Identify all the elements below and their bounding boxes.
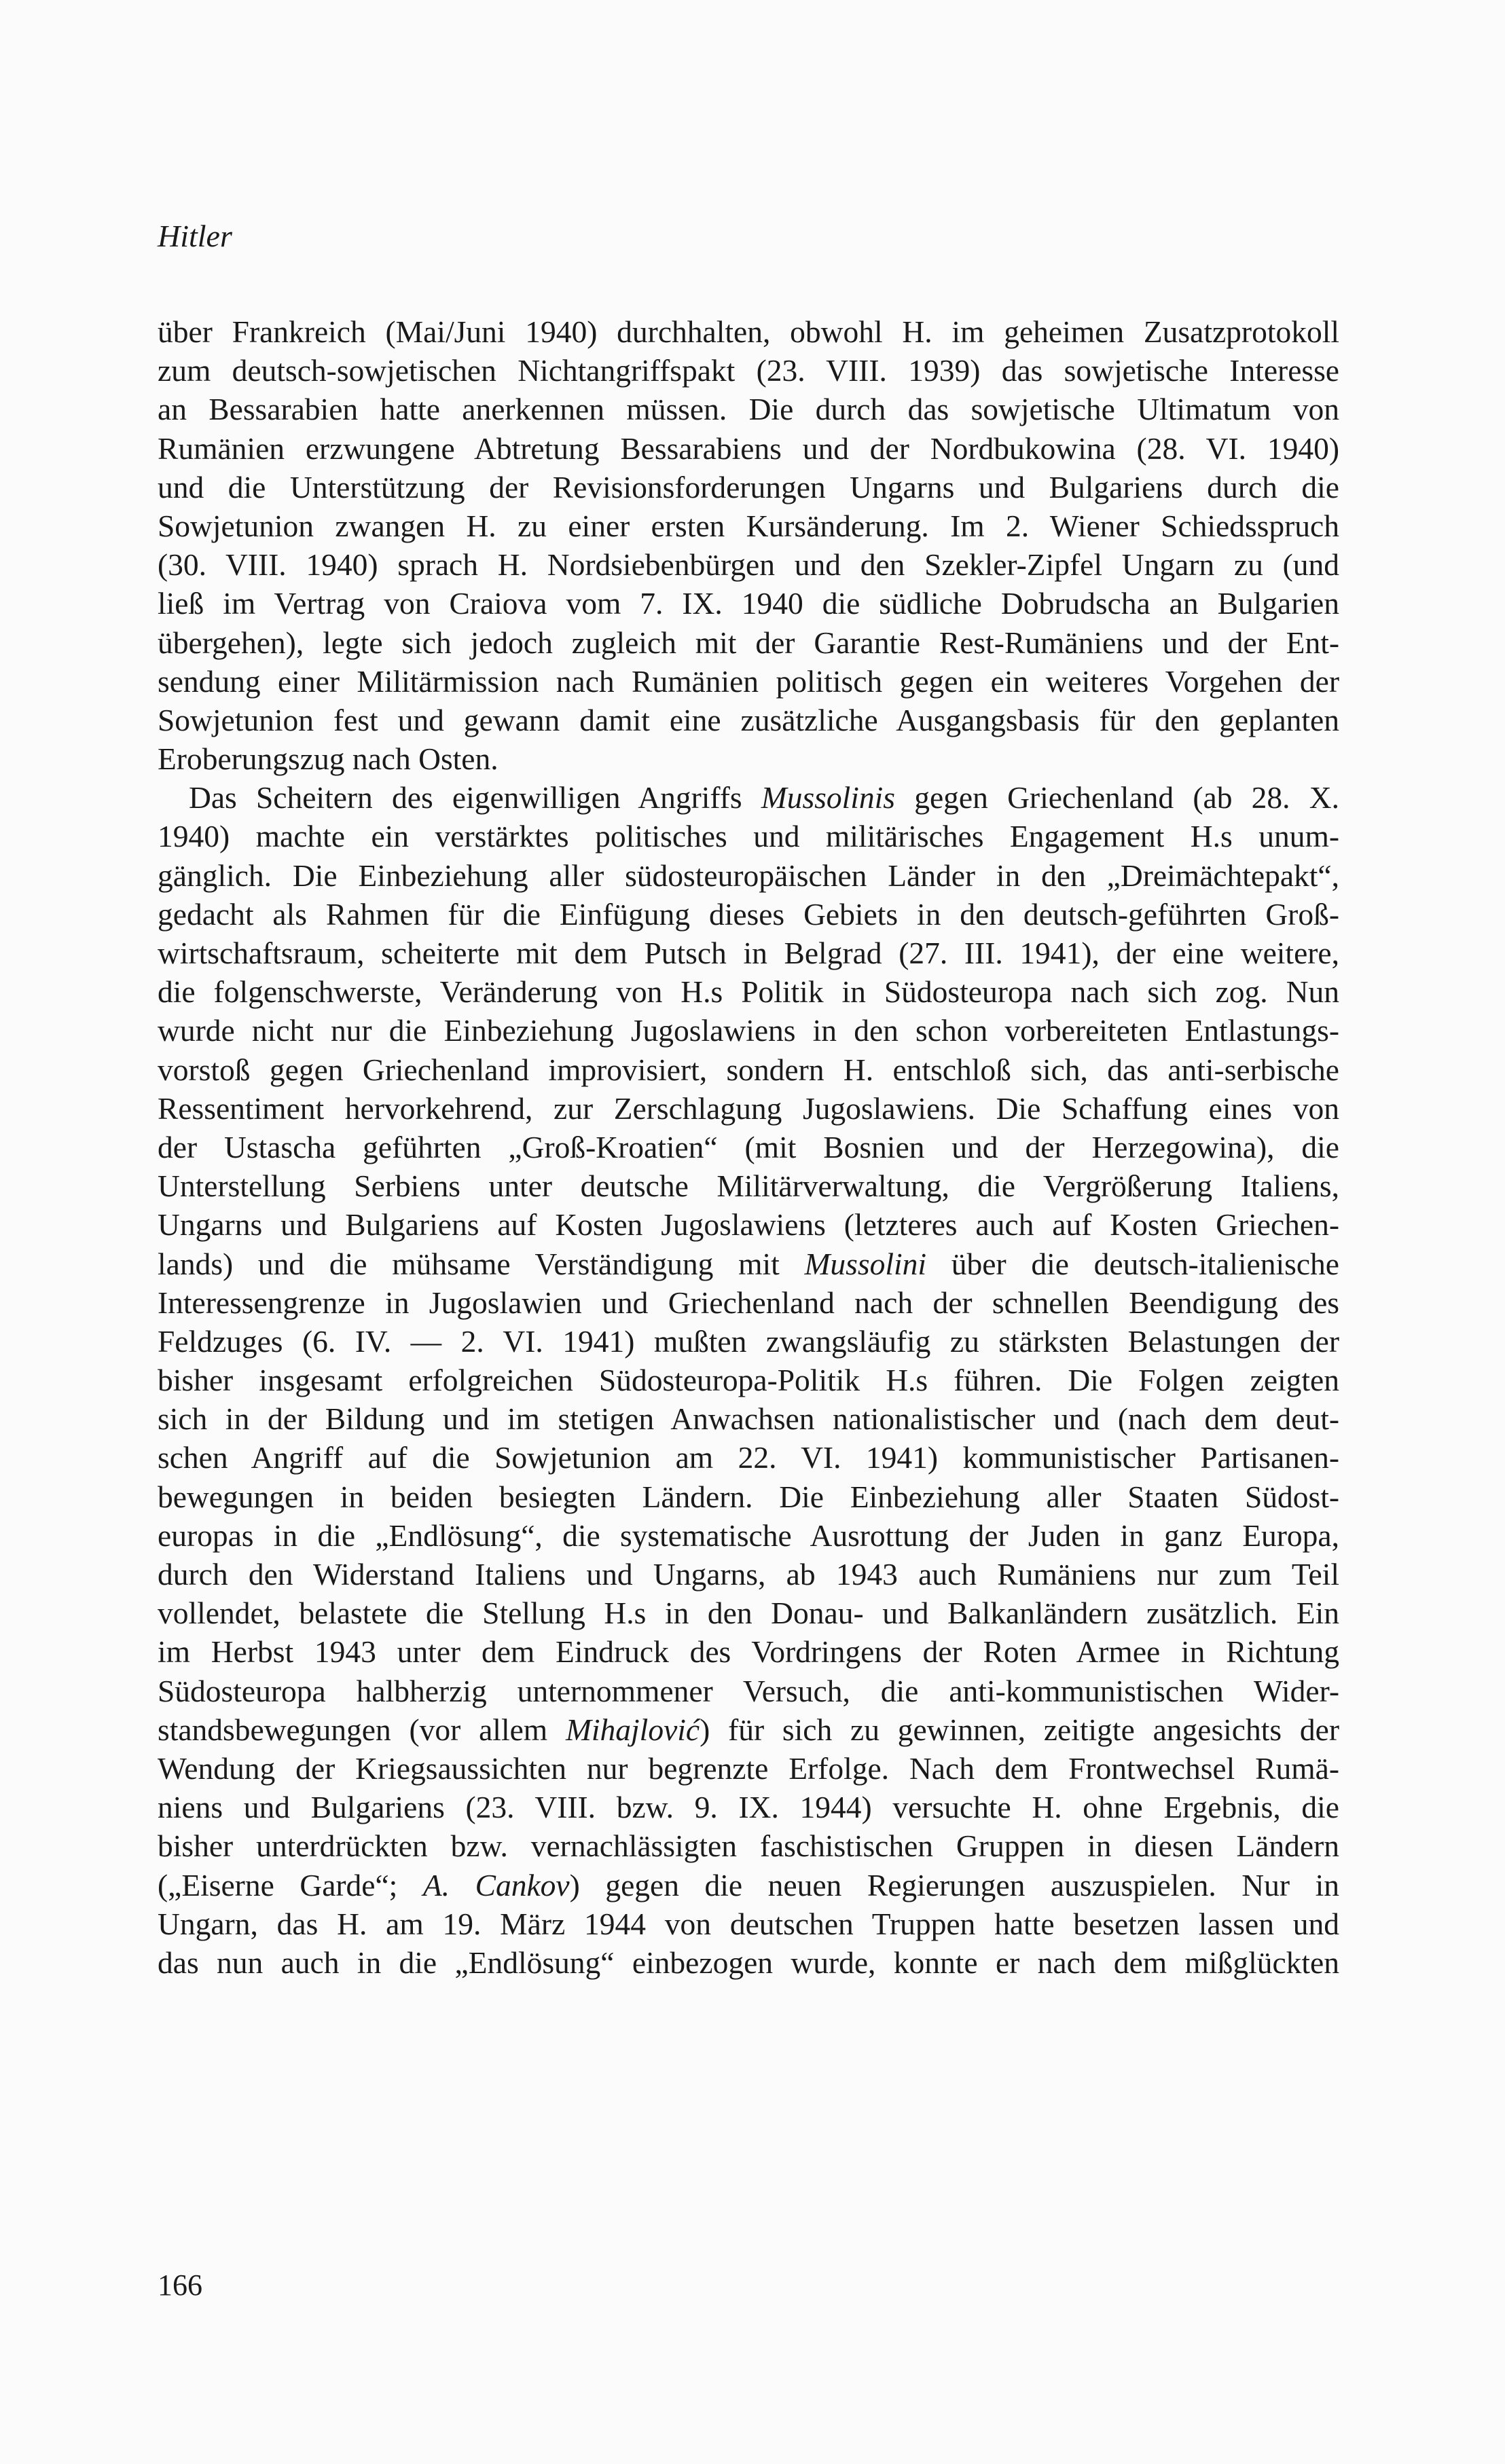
text-line: Rumänien erzwungene Abtretung Bessarabiens und der Nordbukowina (28. VI. 1940) [158, 430, 1339, 466]
text-line: schen Angriff auf die Sowjetunion am 22. VI. 1941) kommunistischer Partisanen- [158, 1440, 1339, 1475]
text-line: Ressentiment hervorkehrend, zur Zerschlagung Jugoslawiens. Die Schaffung eines von [158, 1090, 1339, 1126]
text-line: Eroberungszug nach Osten. [158, 741, 498, 777]
text-line: das nun auch in die „Endlösung“ einbezogen wurde, konnte er nach dem mißglückten [158, 1945, 1339, 1980]
text-line: gedacht als Rahmen für die Einfügung dieses Gebiets in den deutsch-geführten Groß- [158, 896, 1339, 932]
text-line: Südosteuropa halbherzig unternommener Versuch, die anti-kommunistischen Wider- [158, 1673, 1339, 1708]
text-line: sendung einer Militärmission nach Rumänien politisch gegen ein weiteres Vorgehen der [158, 663, 1339, 699]
text-segment: lands) und die mühsame Verständigung mit [158, 1246, 805, 1281]
text-segment: gegen Griechenland (ab 28. X. [895, 780, 1339, 815]
text-line: 1940) machte ein verstärktes politisches und militärisches Engagement H.s unum- [158, 819, 1339, 854]
text-line [158, 1245, 1339, 1283]
text-line: ließ im Vertrag von Craiova vom 7. IX. 1940 die südliche Dobrudscha an Bulgarien [158, 586, 1339, 621]
text-line [158, 1866, 1339, 1905]
text-segment: ) gegen die neuen Regierungen auszuspielen. Nur in [569, 1867, 1339, 1902]
text-line: der Ustascha geführten „Groß-Kroatien“ (mit Bosnien und der Herzegowina), die [158, 1129, 1339, 1164]
text-line: und die Unterstützung der Revisionsforderungen Ungarns und Bulgariens durch die [158, 469, 1339, 504]
text-line: die folgenschwerste, Veränderung von H.s Politik in Südosteuropa nach sich zog. Nun [158, 974, 1339, 1010]
body-text [158, 312, 1339, 1982]
text-line: im Herbst 1943 unter dem Eindruck des Vordringens der Roten Armee in Richtung [158, 1634, 1339, 1670]
text-line: gänglich. Die Einbeziehung aller südosteuropäischen Länder in den „Dreimächtepakt“, [158, 858, 1339, 893]
text-line: durch den Widerstand Italiens und Ungarns, ab 1943 auch Rumäniens nur zum Teil [158, 1557, 1339, 1592]
text-line: niens und Bulgariens (23. VIII. bzw. 9. IX. 1944) versuchte H. ohne Ergebnis, die [158, 1790, 1339, 1825]
text-line: bisher unterdrückten bzw. vernachlässigten faschistischen Gruppen in diesen Ländern [158, 1828, 1339, 1864]
text-line: europas in die „Endlösung“, die systematische Ausrottung der Juden in ganz Europa, [158, 1518, 1339, 1553]
italic-name: A. Cankov [422, 1867, 570, 1902]
text-line: Ungarns und Bulgariens auf Kosten Jugoslawiens (letzteres auch auf Kosten Griechen- [158, 1207, 1339, 1243]
text-line: übergehen), legte sich jedoch zugleich mit der Garantie Rest-Rumäniens und der Ent- [158, 625, 1339, 660]
text-segment: („Eiserne Garde“; [158, 1867, 423, 1902]
text-line: wurde nicht nur die Einbeziehung Jugoslawiens in den schon vorbereiteten Entlastungs- [158, 1013, 1339, 1048]
text-line: Sowjetunion zwangen H. zu einer ersten Kursänderung. Im 2. Wiener Schiedsspruch [158, 508, 1339, 543]
text-line: wirtschaftsraum, scheiterte mit dem Putsch in Belgrad (27. III. 1941), der eine weitere, [158, 936, 1339, 970]
text-line: vollendet, belastete die Stellung H.s in den Donau- und Balkanländern zusätzlich. Ein [158, 1596, 1339, 1631]
text-line: bewegungen in beiden besiegten Ländern. Die Einbeziehung aller Staaten Südost- [158, 1479, 1339, 1514]
text-line: bisher insgesamt erfolgreichen Südosteuropa-Politik H.s führen. Die Folgen zeigten [158, 1363, 1339, 1398]
text-line: über Frankreich (Mai/Juni 1940) durchhalten, obwohl H. im geheimen Zusatzprotokoll [158, 314, 1339, 349]
text-line: vorstoß gegen Griechenland improvisiert, sondern H. entschloß sich, das anti-serbische [158, 1052, 1339, 1087]
running-head: Hitler [158, 219, 232, 253]
text-line: Interessengrenze in Jugoslawien und Griechenland nach der schnellen Beendigung des [158, 1285, 1339, 1320]
text-line: Ungarn, das H. am 19. März 1944 von deutschen Truppen hatte besetzen lassen und [158, 1906, 1339, 1941]
italic-name: Mihajlović [566, 1712, 700, 1747]
text-line: Sowjetunion fest und gewann damit eine zusätzliche Ausgangsbasis für den geplanten [158, 702, 1339, 737]
text-line: Feldzuges (6. IV. — 2. VI. 1941) mußten zwangsläufig zu stärksten Belastungen der [158, 1323, 1339, 1359]
text-line: an Bessarabien hatte anerkennen müssen. Die durch das sowjetische Ultimatum von [158, 392, 1339, 427]
italic-name: Mussolini [804, 1246, 927, 1281]
text-line: Wendung der Kriegsaussichten nur begrenzte Erfolge. Nach dem Frontwechsel Rumä- [158, 1750, 1339, 1786]
text-segment: ) für sich zu gewinnen, zeitigte angesichts der [700, 1712, 1340, 1747]
text-line: (30. VIII. 1940) sprach H. Nordsiebenbürgen und den Szekler-Zipfel Ungarn zu (und [158, 547, 1339, 583]
page-number: 166 [158, 2268, 202, 2302]
text-line [158, 1710, 1339, 1749]
text-line: Unterstellung Serbiens unter deutsche Militärverwaltung, die Vergrößerung Italiens, [158, 1169, 1339, 1204]
italic-name: Mussolinis [761, 780, 895, 815]
text-line [158, 778, 1339, 817]
text-line: zum deutsch-sowjetischen Nichtangriffspakt (23. VIII. 1939) das sowjetische Interesse [158, 353, 1339, 388]
text-segment: über die deutsch-italienische [926, 1246, 1339, 1281]
text-segment: Das Scheitern des eigenwilligen Angriffs [189, 780, 761, 815]
text-segment: standsbewegungen (vor allem [158, 1712, 566, 1747]
text-line: sich in der Bildung und im stetigen Anwachsen nationalistischer und (nach dem deut- [158, 1401, 1339, 1437]
